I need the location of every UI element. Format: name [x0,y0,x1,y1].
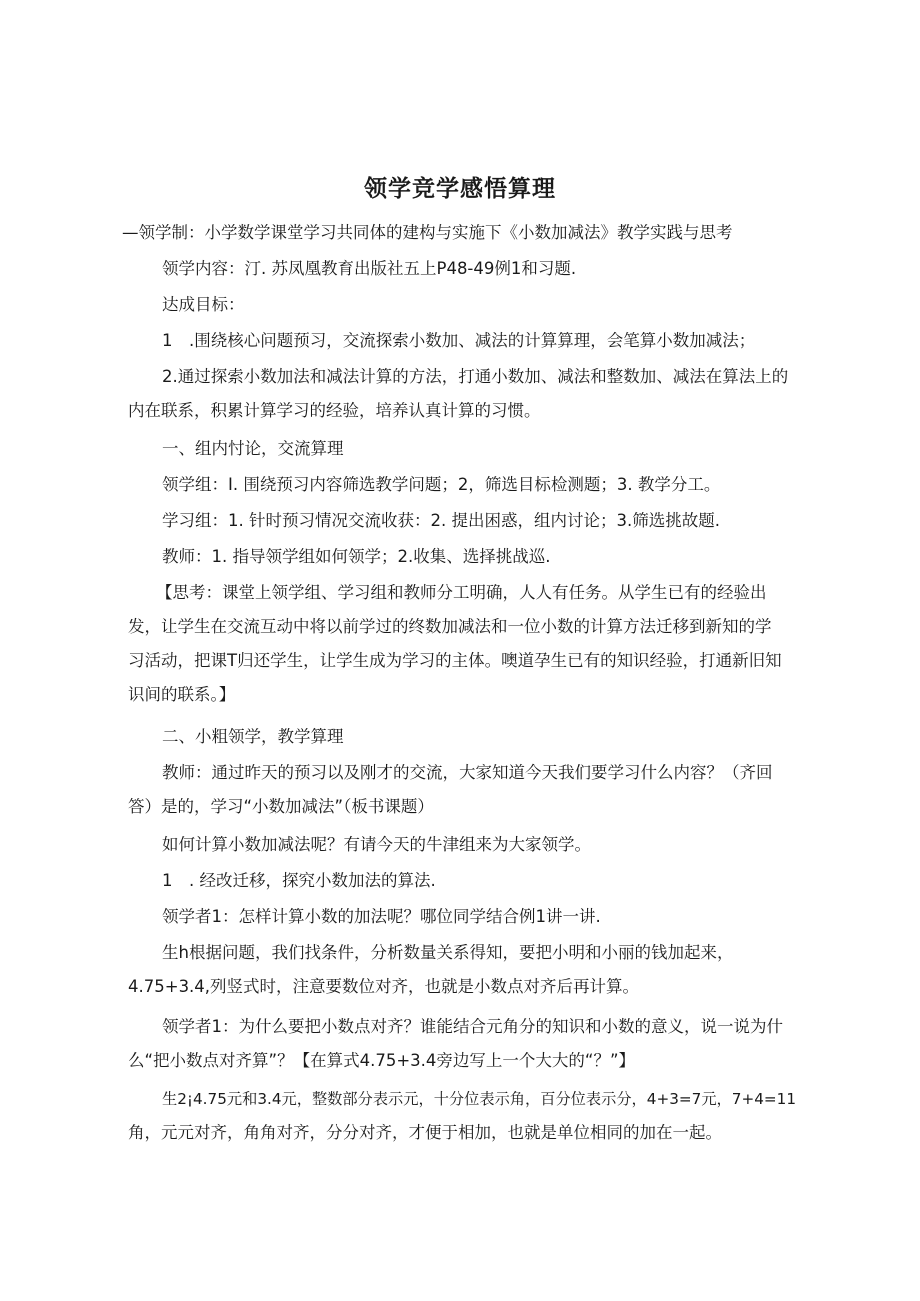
text-line: 4.75+3.4,列竖式时，注意要数位对齐，也就是小数点对齐后再计算。 [128,977,640,996]
section-heading-2 [128,720,800,754]
text-line: 识间的联系。】 [128,685,236,704]
text-line: 答）是的，学习“小数加减法”（板书课题） [128,797,434,816]
paragraph-goals-heading [128,288,800,322]
text-line: 领学者1：为什么要把小数点对齐？谁能结合元角分的知识和小数的意义，说一说为什 [162,1017,783,1036]
text-line: 内在联系，积累计算学习的经验，培养认真计算的习惯。 [128,401,541,420]
text-line: 教师：1. 指导领学组如何领学；2.收集、选择挑战巡. [162,547,551,566]
paragraph-leader-question-2 [128,1010,800,1078]
text-line: 发，让学生在交流互动中将以前学过的终数加减法和一位小数的计算方法迁移到新知的学 [128,617,772,636]
paragraph-step-1 [128,864,800,898]
paragraph-goal-2 [128,360,800,428]
document-title: 领学竞学感悟算理 [364,176,556,202]
text-line: 么“把小数点对齐算”？【在算式4.75+3.4旁边写上一个大大的“？”】 [128,1051,635,1070]
paragraph-student-2 [128,1082,800,1150]
paragraph-lead-group [128,468,800,502]
paragraph-student-1 [128,936,800,1004]
text-line: —领学制：小学数学课堂学习共同体的建构与实施下《小数加减法》教学实践与思考 [122,223,733,242]
section-heading-1 [128,432,800,466]
paragraph-content [128,252,800,286]
text-line: 生2¡4.75元和3.4元，整数部分表示元，十分位表示角，百分位表示分，4+3=7元，7+4=11 [162,1090,797,1108]
paragraph-subtitle [122,216,812,250]
text-line: 一、组内忖论，交流算理 [162,439,344,458]
paragraph-goal-1 [128,324,800,358]
text-line: 领学组：I. 围绕预习内容筛选教学问题；2，筛选目标检测题；3. 教学分工。 [162,475,721,494]
text-line: 二、小粗领学，教学算理 [162,727,344,746]
paragraph-reflection [128,576,800,712]
text-line: 1 . 经改迁移，探究小数加法的算法. [162,871,436,890]
paragraph-teacher-intro [128,756,800,824]
text-line: 学习组：1. 针时预习情况交流收获：2. 提出困惑，组内讨论；3.筛选挑故题. [162,511,720,530]
paragraph-study-group [128,504,800,538]
text-line: 角，元元对齐，角角对齐，分分对齐，才便于相加，也就是单位相同的加在一起。 [128,1123,722,1142]
text-line: 1 .围绕核心问题预习，交流探索小数加、减法的计算算理，会笔算小数加减法； [162,331,756,350]
paragraph-teacher [128,540,800,574]
text-line: 达成目标： [162,295,245,314]
paragraph-invite [128,828,800,862]
text-line: 习活动，把课T归还学生，让学生成为学习的主体。噢道孕生已有的知识经验，打通新旧知 [128,651,782,670]
text-line: 如何计算小数加减法呢？有请今天的牛津组来为大家领学。 [162,835,591,854]
text-line: 2.通过探索小数加法和减法计算的方法，打通小数加、减法和整数加、减法在算法上的 [162,367,789,386]
paragraph-leader-question-1 [128,900,800,934]
text-line: 【思考：课堂上领学组、学习组和教师分工明确，人人有任务。从学生已有的经验出 [156,583,767,602]
text-line: 教师：通过昨天的预习以及刚才的交流，大家知道今天我们要学习什么内容？（齐回 [162,763,773,782]
text-line: 领学者1：怎样计算小数的加法呢？哪位同学结合例1讲一讲. [162,907,601,926]
text-line: 生h根据问题，我们找条件，分析数量关系得知，要把小明和小丽的钱加起来， [162,943,734,962]
text-line: 领学内容：汀. 苏凤凰教育出版社五上P48-49例1和习题. [162,259,577,278]
